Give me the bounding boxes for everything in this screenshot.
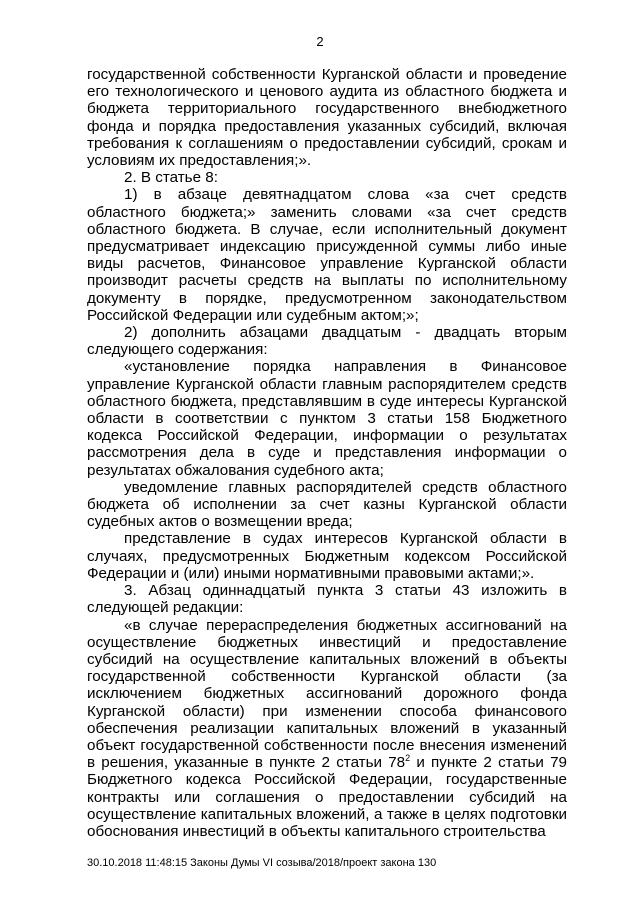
paragraph-quote-redistribution bbox=[87, 617, 567, 841]
superscript-index: 2 bbox=[405, 753, 411, 764]
paragraph-item-3: 3. Абзац одиннадцатый пункта 3 статьи 43 изложить в следующей редакции: bbox=[87, 582, 567, 617]
page-number: 2 bbox=[316, 34, 324, 49]
paragraph-representation: представление в судах интересов Курганской области в случаях, предусмотренных Бюджетным кодексом Российской Федерации и (или) иными нормативными правовыми актами;». bbox=[87, 530, 567, 582]
paragraph-text-before: «в случае перераспределения бюджетных ассигнований на осуществление бюджетных инвестиций и предоставление субсидий на осуществление капитальных вложений в объекты государственной собственности Курганской области (за исключением бюджетных ассигнований дорожного фонда Курганской области) при изменении способа финансового обеспечения реализации капитальных вложений в указанный объект государственной собственности после внесения изменений в решения, указанные в пункте 2 статьи 78 bbox=[87, 616, 567, 772]
paragraph-notification: уведомление главных распорядителей средств областного бюджета об исполнении за счет казны Курганской области судебных актов о возмещении вреда; bbox=[87, 478, 567, 531]
paragraph-text-after: и пункте 2 статьи 79 Бюджетного кодекса Российской Федерации, государственные контракты или соглашения о предоставлении субсидий на осуществление капитальных вложений, а также в целях подготовки обоснования инвестиций в объекты капитального строительства bbox=[87, 754, 567, 840]
document-body bbox=[87, 66, 567, 840]
paragraph-quote-establishment: «установление порядка направления в Финансовое управление Курганской области главным распорядителем средств областного бюджета, представлявшим в суде интересы Курганской области в соответствии с пунктом 3 статьи 158 Бюджетного кодекса Российской Федерации, информации о результатах рассмотрения дела в суде и представления информации о результатах обжалования судебного акта; bbox=[87, 358, 567, 479]
footer-metadata: 30.10.2018 11:48:15 Законы Думы VI созыва/2018/проект закона 130 bbox=[87, 857, 437, 869]
paragraph-subitem-1: 1) в абзаце девятнадцатом слова «за счет средств областного бюджета;» заменить словами «за счет средств областного бюджета. В случае, если исполнительный документ предусматривает индексацию присужденной суммы либо иные виды расчетов, Финансовое управление Курганской области производит расчеты средств на выплаты по исполнительному документу в порядке, предусмотренном законодательством Российской Федерации или судебным актом;»; bbox=[87, 186, 567, 324]
paragraph-continuation: государственной собственности Курганской области и проведение его технологического и ценового аудита из областного бюджета и бюджета территориального государственного внебюджетного фонда и порядка предоставления указанных субсидий, включая требования к соглашениям о предоставлении субсидий, срокам и условиям их предоставления;». bbox=[87, 66, 567, 170]
paragraph-subitem-2: 2) дополнить абзацами двадцатым - двадцать вторым следующего содержания: bbox=[87, 324, 567, 359]
paragraph-item-2: 2. В статье 8: bbox=[124, 169, 218, 187]
